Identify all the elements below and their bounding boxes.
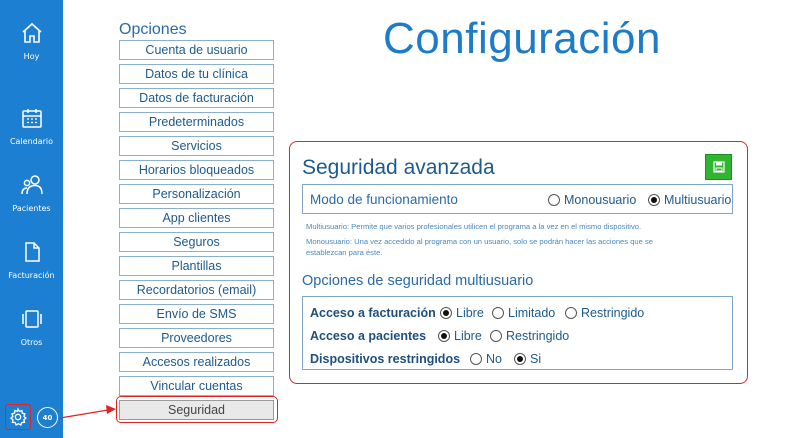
nav-label: Calendario bbox=[9, 137, 54, 146]
note-monousuario-line1: Monousuario: Una vez accedido al programa con un usuario, solo se podrán hacer las acciones que se bbox=[306, 237, 653, 246]
nav-label: Pacientes bbox=[12, 204, 51, 213]
gear-icon bbox=[8, 407, 28, 427]
radio-pacientes-libre[interactable] bbox=[438, 330, 450, 342]
option-label: Libre bbox=[456, 306, 484, 320]
nav-item-pacientes[interactable] bbox=[0, 173, 63, 229]
menu-item-datos-facturacion[interactable]: Datos de facturación bbox=[119, 88, 274, 108]
circle-badge-button[interactable] bbox=[37, 407, 58, 428]
menu-item-proveedores[interactable]: Proveedores bbox=[119, 328, 274, 348]
sidebar bbox=[0, 0, 63, 438]
settings-button[interactable] bbox=[5, 404, 31, 430]
row-label-dispositivos: Dispositivos restringidos bbox=[310, 352, 461, 366]
menu-item-servicios[interactable]: Servicios bbox=[119, 136, 274, 156]
radio-facturacion-libre[interactable] bbox=[440, 307, 452, 319]
nav-item-otros[interactable] bbox=[0, 307, 63, 363]
facturacion-option-limitado[interactable] bbox=[492, 306, 555, 320]
nav-item-facturacion[interactable] bbox=[0, 240, 63, 296]
radio-multiusuario[interactable] bbox=[648, 194, 660, 206]
mode-option-label: Monousuario bbox=[564, 193, 637, 207]
patients-icon bbox=[20, 173, 44, 197]
options-menu bbox=[119, 40, 274, 424]
nav-item-calendario[interactable] bbox=[0, 106, 63, 162]
option-label: Si bbox=[530, 352, 542, 366]
mode-box bbox=[302, 184, 733, 214]
menu-item-accesos-realizados[interactable]: Accesos realizados bbox=[119, 352, 274, 372]
save-button[interactable] bbox=[705, 154, 732, 180]
menu-item-plantillas[interactable]: Plantillas bbox=[119, 256, 274, 276]
nav-label: Otros bbox=[20, 338, 43, 347]
menu-item-seguridad[interactable]: Seguridad bbox=[119, 400, 274, 420]
pacientes-option-libre[interactable] bbox=[438, 329, 482, 343]
radio-facturacion-restringido[interactable] bbox=[565, 307, 577, 319]
menu-item-cuenta-usuario[interactable]: Cuenta de usuario bbox=[119, 40, 274, 60]
pacientes-option-restringido[interactable] bbox=[490, 329, 569, 343]
option-label: No bbox=[486, 352, 502, 366]
radio-pacientes-restringido[interactable] bbox=[490, 330, 502, 342]
calendar-icon bbox=[20, 106, 44, 130]
menu-item-envio-sms[interactable]: Envío de SMS bbox=[119, 304, 274, 324]
others-icon bbox=[20, 307, 44, 331]
circle-badge-text: 40 bbox=[42, 413, 53, 422]
menu-item-predeterminados[interactable]: Predeterminados bbox=[119, 112, 274, 132]
menu-item-personalizacion[interactable]: Personalización bbox=[119, 184, 274, 204]
radio-facturacion-limitado[interactable] bbox=[492, 307, 504, 319]
multiuser-options-title: Opciones de seguridad multiusuario bbox=[302, 273, 534, 289]
dispositivos-option-no[interactable] bbox=[470, 352, 502, 366]
note-multiusuario: Multiusuario: Permite que varios profesionales utilicen el programa a la vez en el mismo dispositivo. bbox=[306, 222, 642, 231]
option-label: Limitado bbox=[508, 306, 556, 320]
menu-item-recordatorios[interactable]: Recordatorios (email) bbox=[119, 280, 274, 300]
menu-item-horarios-bloqueados[interactable]: Horarios bloqueados bbox=[119, 160, 274, 180]
options-title: Opciones bbox=[119, 21, 187, 38]
document-icon bbox=[20, 240, 44, 264]
page-title: Configuración bbox=[383, 14, 661, 63]
nav-item-hoy[interactable] bbox=[0, 21, 63, 77]
mode-label: Modo de funcionamiento bbox=[310, 192, 458, 207]
option-label: Restringido bbox=[581, 306, 645, 320]
save-icon bbox=[713, 161, 725, 173]
radio-monousuario[interactable] bbox=[548, 194, 560, 206]
panel-title: Seguridad avanzada bbox=[302, 156, 495, 179]
radio-dispositivos-si[interactable] bbox=[514, 353, 526, 365]
dispositivos-option-si[interactable] bbox=[514, 352, 541, 366]
multiuser-options-box bbox=[302, 296, 733, 370]
option-label: Restringido bbox=[506, 329, 570, 343]
option-label: Libre bbox=[454, 329, 482, 343]
mode-option-label: Multiusuario bbox=[664, 193, 732, 207]
mode-option-multiusuario[interactable] bbox=[648, 193, 731, 207]
mode-option-monousuario[interactable] bbox=[548, 193, 636, 207]
nav-label: Facturación bbox=[8, 271, 55, 280]
facturacion-option-restringido[interactable] bbox=[565, 306, 644, 320]
nav-label: Hoy bbox=[23, 52, 40, 61]
facturacion-option-libre[interactable] bbox=[440, 306, 484, 320]
row-label-facturacion: Acceso a facturación bbox=[310, 306, 436, 320]
menu-item-app-clientes[interactable]: App clientes bbox=[119, 208, 274, 228]
menu-item-vincular-cuentas[interactable]: Vincular cuentas bbox=[119, 376, 274, 396]
menu-item-seguros[interactable]: Seguros bbox=[119, 232, 274, 252]
radio-dispositivos-no[interactable] bbox=[470, 353, 482, 365]
note-monousuario-line2: establezcan para éste. bbox=[306, 248, 383, 257]
home-icon bbox=[20, 21, 44, 45]
menu-item-datos-clinica[interactable]: Datos de tu clínica bbox=[119, 64, 274, 84]
row-label-pacientes: Acceso a pacientes bbox=[310, 329, 427, 343]
